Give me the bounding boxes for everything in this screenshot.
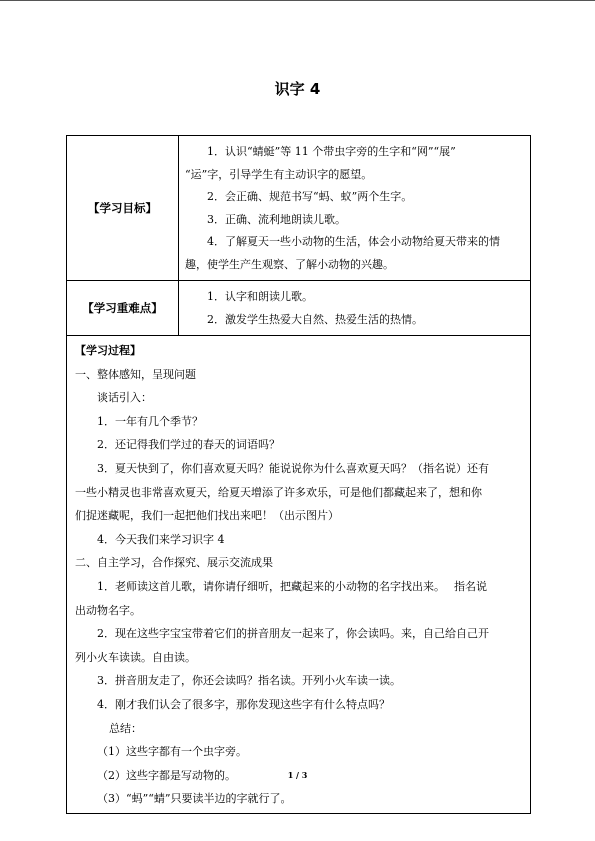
process-line: 谈话引入： xyxy=(97,391,152,405)
page-title: 识字 4 xyxy=(274,80,321,98)
process-line: 1．老师读这首儿歌，请你请仔细听，把藏起来的小动物的名字找出来。 指名说 xyxy=(97,579,487,593)
process-line: 2．现在这些字宝宝带着它们的拼音朋友一起来了，你会读吗。来，自己给自己开 xyxy=(97,627,489,641)
process-line: 4．刚才我们认会了很多字，那你发现这些字有什么特点吗？ xyxy=(97,697,390,711)
process-content xyxy=(67,336,531,814)
process-line: （2）这些字都是写动物的。 xyxy=(97,768,236,782)
process-row xyxy=(67,336,531,814)
key-points-label: 【学习重难点】 xyxy=(67,281,179,336)
objective-line: 2．会正确、规范书写“蚂、蚁”两个生字。 xyxy=(207,190,413,203)
process-line: 出动物名字。 xyxy=(75,603,141,617)
process-line: 4．今天我们来学习识字 4 xyxy=(97,532,225,546)
key-points-row xyxy=(67,281,531,336)
process-line: 一、整体感知，呈现问题 xyxy=(75,367,196,381)
objectives-label: 【学习目标】 xyxy=(67,136,179,281)
process-line: 2．还记得我们学过的春天的词语吗？ xyxy=(97,438,280,452)
process-line: 列小火车读读。自由读。 xyxy=(75,650,196,664)
objective-line: “运”字，引导学生有主动识字的愿望。 xyxy=(185,167,373,181)
key-point-line: 1．认字和朗读儿歌。 xyxy=(207,290,313,303)
objective-line: 1．认识“蜻蜓”等 11 个带虫字旁的生字和“网”“展” xyxy=(207,145,456,158)
process-line: 3．夏天快到了，你们喜欢夏天吗？能说说你为什么喜欢夏天吗？（指名说）还有 xyxy=(97,461,489,475)
header-rule xyxy=(0,0,595,1)
objectives-row xyxy=(67,136,531,281)
process-line: 二、自主学习，合作探究、展示交流成果 xyxy=(75,556,273,570)
lesson-plan-table xyxy=(66,135,531,814)
key-point-line: 2．激发学生热爱大自然、热爱生活的热情。 xyxy=(207,312,423,326)
objective-line: 4．了解夏天一些小动物的生活，体会小动物给夏天带来的情 xyxy=(207,235,500,248)
process-line: 3．拼音朋友走了，你还会读吗？指名读。开列小火车读一读。 xyxy=(97,674,401,688)
objectives-content xyxy=(179,136,531,281)
process-line: （1）这些字都有一个虫字旁。 xyxy=(97,745,247,759)
process-line: 1．一年有几个季节？ xyxy=(97,414,203,428)
process-line: 们捉迷藏呢，我们一起把他们找出来吧！（出示图片） xyxy=(75,509,339,523)
objective-line: 3．正确、流利地朗读儿歌。 xyxy=(207,212,346,226)
process-heading: 【学习过程】 xyxy=(75,344,141,357)
process-line: 总结： xyxy=(109,721,142,735)
process-line: （3）“蚂”“蜻”只要读半边的字就行了。 xyxy=(97,792,292,806)
objective-line: 趣，使学生产生观察、了解小动物的兴趣。 xyxy=(185,257,394,271)
process-line: 一些小精灵也非常喜欢夏天，给夏天增添了许多欢乐，可是他们都藏起来了，想和你 xyxy=(75,485,482,499)
page-number: 1 / 3 xyxy=(287,770,308,780)
key-points-content xyxy=(179,281,531,336)
